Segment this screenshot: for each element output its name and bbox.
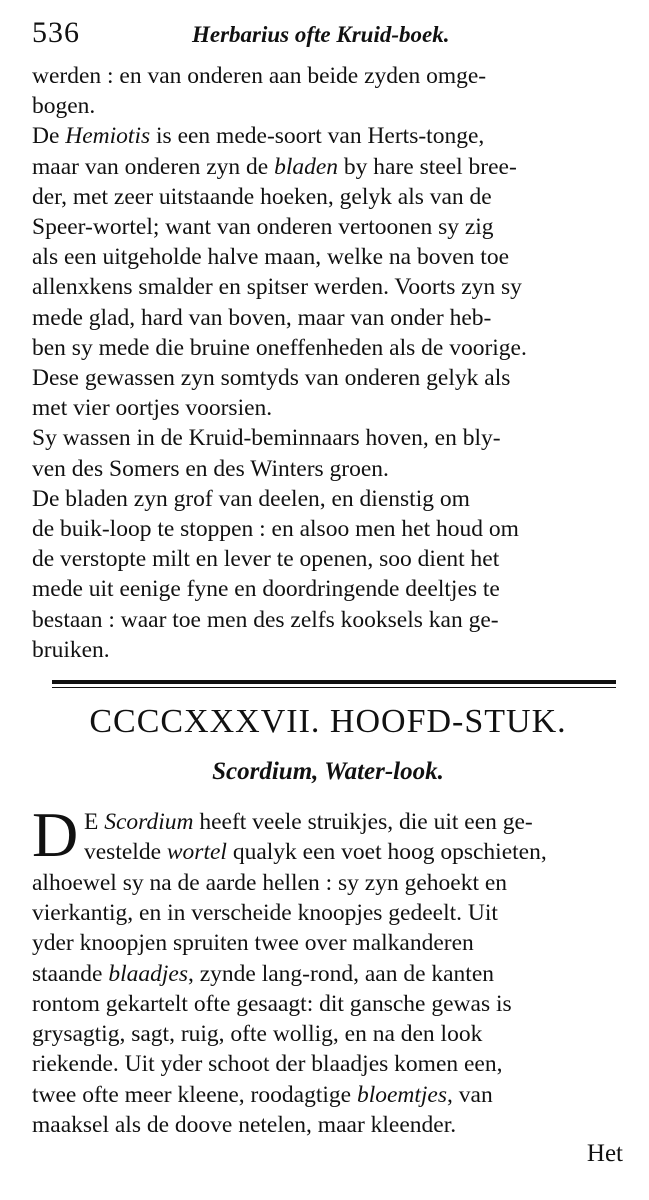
text-line	[32, 485, 628, 513]
text-run: is een mede-soort van Herts-tonge,	[150, 123, 485, 150]
text-run: der, met zeer uitstaande hoeken, gelyk als van de	[32, 183, 492, 210]
text-run: heeft veele struikjes, die uit een ge-	[193, 809, 533, 835]
text-run: ven des Somers en des Winters groen.	[32, 455, 389, 482]
text-run: by hare steel bree-	[338, 153, 517, 180]
text-run: E	[84, 809, 105, 835]
text-line	[32, 243, 628, 271]
text-line	[32, 304, 628, 332]
text-run: vestelde	[84, 839, 167, 866]
text-line	[32, 1081, 628, 1109]
italic-term: bloemtjes	[356, 1081, 448, 1108]
text-run: vierkantig, en in verscheide knoopjes gedeelt. Uit	[32, 899, 498, 926]
text-run: met vier oortjes voorsien.	[32, 395, 273, 422]
text-line	[32, 213, 628, 241]
text-line	[84, 838, 628, 866]
text-run: , van	[447, 1081, 493, 1108]
text-run: ben sy mede die bruine oneffenheden als de voorige.	[32, 334, 527, 361]
text-line	[32, 606, 628, 634]
text-line	[32, 1020, 628, 1048]
italic-term: bladen	[274, 153, 339, 180]
text-run: twee ofte meer kleene, roodagtige	[32, 1081, 357, 1108]
text-run: staande	[32, 960, 109, 987]
catchword: Het	[586, 1140, 623, 1167]
text-line	[32, 960, 628, 988]
italic-term: Scordium	[104, 809, 194, 835]
text-run: qualyk een voet hoog opschieten,	[226, 839, 547, 866]
text-run: bruiken.	[32, 636, 110, 663]
text-line	[32, 455, 628, 483]
text-run: de verstopte milt en lever te openen, soo dient het	[32, 546, 500, 573]
text-line	[32, 545, 628, 573]
italic-term: wortel	[166, 839, 227, 866]
text-run: bestaan : waar toe men des zelfs kooksels kan ge-	[32, 606, 499, 633]
text-run: Speer-wortel; want van onderen vertoonen sy zig	[32, 214, 494, 240]
text-line	[32, 183, 628, 211]
text-line	[32, 334, 628, 362]
text-line	[32, 122, 628, 150]
text-run: yder knoopjen spruiten twee over malkanderen	[32, 930, 474, 957]
text-run: allenxkens smalder en spitser werden. Voorts zyn sy	[32, 274, 522, 301]
text-run: de buik-loop te stoppen : en alsoo men het houd om	[32, 516, 519, 542]
text-run: , zynde lang-rond, aan de kanten	[187, 960, 495, 987]
chapter-divider-rule	[52, 680, 616, 684]
text-line	[32, 62, 628, 90]
text-run: als een uitgeholde halve maan, welke na boven toe	[32, 244, 509, 271]
page-header	[32, 14, 632, 54]
text-run: alhoewel sy na de aarde hellen : sy zyn gehoekt en	[32, 869, 508, 896]
text-run: bogen.	[32, 93, 96, 120]
text-line	[32, 153, 628, 181]
text-line	[32, 636, 628, 664]
text-run: Sy wassen in de Kruid-beminnaars hoven, en bly-	[32, 425, 501, 452]
drop-cap: D	[32, 799, 79, 870]
text-line	[32, 273, 628, 301]
text-line	[32, 929, 628, 957]
text-run: grysagtig, sagt, ruig, ofte wollig, en na den look	[32, 1021, 483, 1048]
text-run: maar van onderen zyn de	[32, 153, 275, 180]
italic-term: Hemiotis	[65, 123, 151, 150]
text-line	[32, 899, 628, 927]
text-run: Dese gewassen zyn somtyds van onderen gelyk als	[32, 365, 511, 391]
text-run: De	[32, 123, 66, 150]
text-line	[32, 92, 628, 120]
text-line	[84, 808, 628, 836]
text-run: maaksel als de doove netelen, maar kleender.	[32, 1112, 457, 1138]
chapter-title: CCCCXXXVII. HOOFD-STUK.	[89, 703, 567, 740]
text-line	[32, 424, 628, 452]
text-run: riekende. Uit yder schoot der blaadjes komen een,	[32, 1051, 503, 1078]
page-number: 536	[32, 16, 80, 49]
text-run: mede uit eenige fyne en doordringende deeltjes te	[32, 576, 500, 603]
text-line	[32, 575, 628, 603]
running-head: Herbarius ofte Kruid-boek.	[192, 22, 450, 47]
text-line	[32, 394, 628, 422]
text-line	[32, 364, 628, 392]
text-run: De bladen zyn grof van deelen, en dienstig om	[32, 485, 470, 512]
text-line	[32, 1111, 628, 1139]
chapter-subtitle: Scordium, Water-look.	[212, 758, 444, 785]
text-line	[32, 1050, 628, 1078]
text-run: werden : en van onderen aan beide zyden omge-	[32, 63, 487, 89]
text-line	[32, 869, 628, 897]
text-line	[32, 515, 628, 543]
text-run: mede glad, hard van boven, maar van onder heb-	[32, 304, 492, 331]
chapter-divider-thin-rule	[52, 687, 616, 688]
text-run: rontom gekartelt ofte gesaagt: dit gansche gewas is	[32, 990, 512, 1017]
text-line	[32, 990, 628, 1018]
italic-term: blaadjes	[108, 960, 188, 987]
